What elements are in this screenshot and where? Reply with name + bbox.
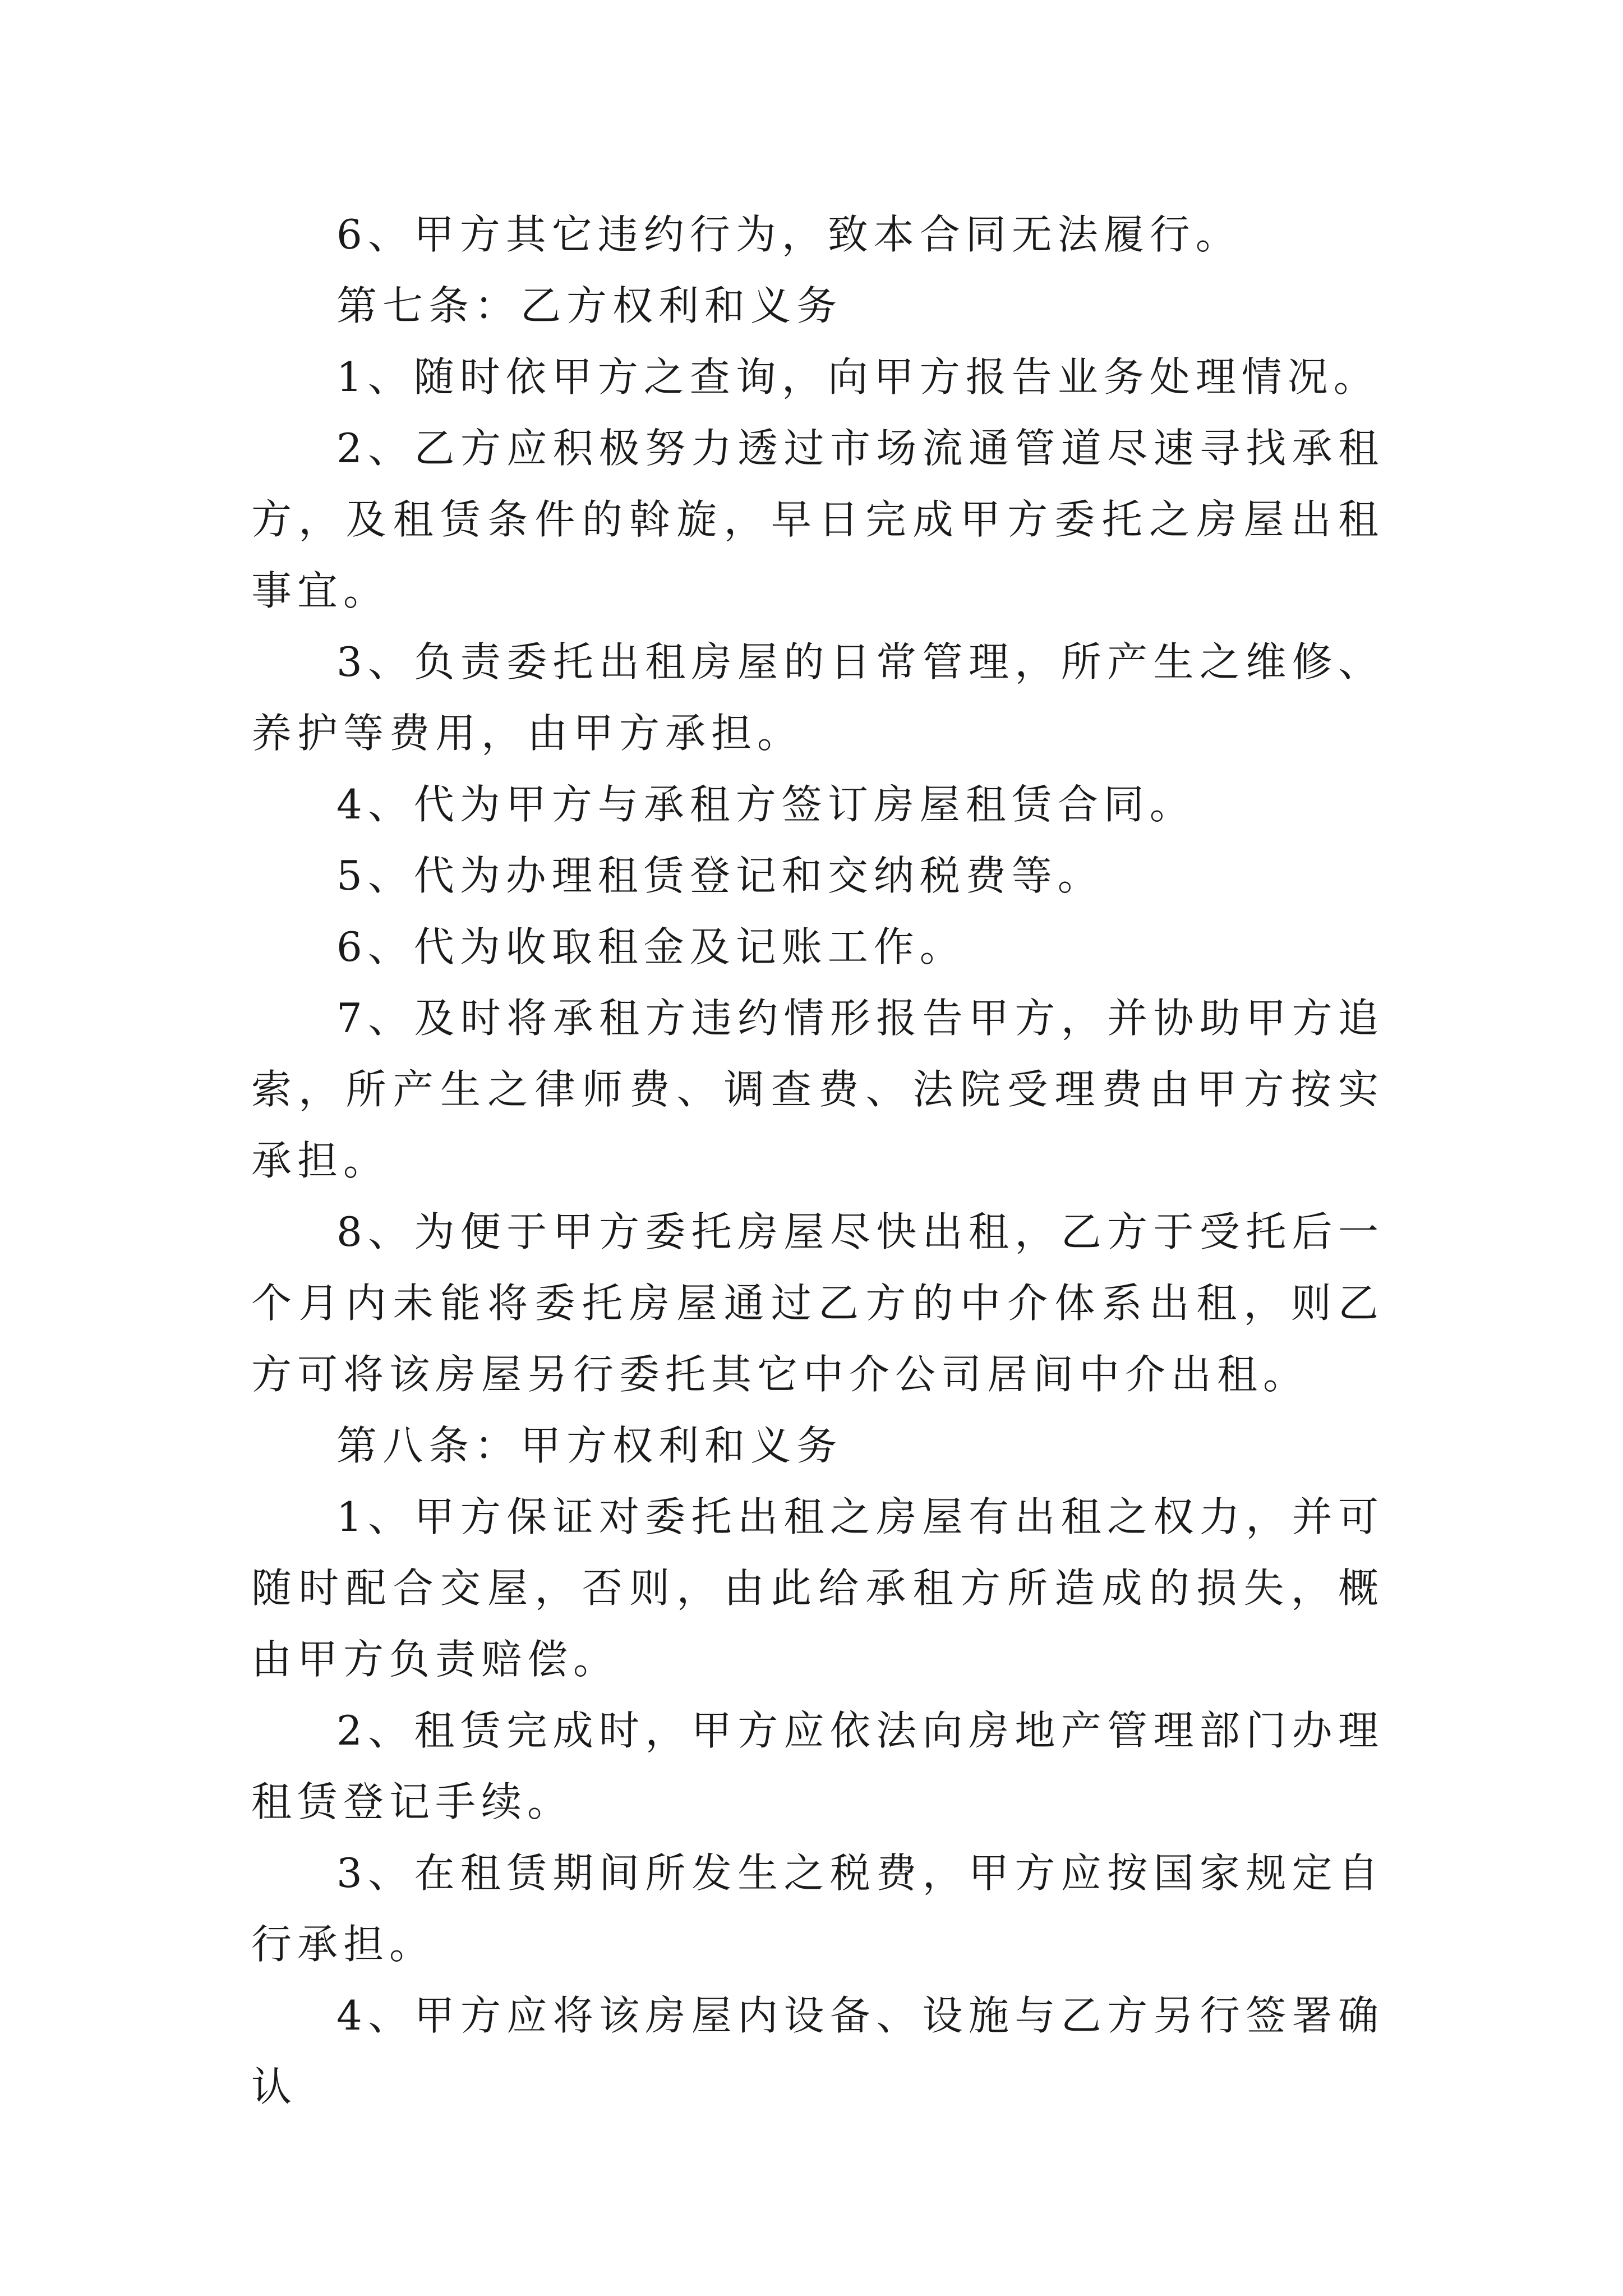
paragraph: 4、甲方应将该房屋内设备、设施与乙方另行签署确认 <box>251 1992 1384 2110</box>
paragraph: 2、租赁完成时，甲方应依法向房地产管理部门办理租赁登记手续。 <box>251 1707 1384 1825</box>
paragraph: 8、为便于甲方委托房屋尽快出租，乙方于受托后一个月内未能将委托房屋通过乙方的中介体系出租，则乙方可将该房屋另行委托其它中介公司居间中介出租。 <box>251 1208 1384 1398</box>
paragraph: 3、在租赁期间所发生之税费，甲方应按国家规定自行承担。 <box>251 1849 1384 1968</box>
paragraph: 7、及时将承租方违约情形报告甲方，并协助甲方追索，所产生之律师费、调查费、法院受理费由甲方按实承担。 <box>251 995 1384 1184</box>
section-heading: 第七条：乙方权利和义务 <box>336 282 843 329</box>
paragraph: 5、代为办理租赁登记和交纳税费等。 <box>336 852 1104 899</box>
paragraph: 4、代为甲方与承租方签订房屋租赁合同。 <box>336 781 1196 828</box>
paragraph: 1、随时依甲方之查询，向甲方报告业务处理情况。 <box>336 353 1380 401</box>
document-body <box>251 199 1384 2123</box>
paragraph: 6、代为收取租金及记账工作。 <box>336 923 966 970</box>
paragraph: 3、负责委托出租房屋的日常管理，所产生之维修、养护等费用，由甲方承担。 <box>251 638 1384 757</box>
paragraph: 2、乙方应积极努力透过市场流通管道尽速寻找承租方，及租赁条件的斡旋，早日完成甲方委托之房屋出租事宜。 <box>251 425 1384 614</box>
paragraph: 6、甲方其它违约行为，致本合同无法履行。 <box>336 211 1242 258</box>
paragraph: 1、甲方保证对委托出租之房屋有出租之权力，并可随时配合交屋，否则，由此给承租方所造成的损失，概由甲方负责赔偿。 <box>251 1493 1384 1683</box>
section-heading: 第八条：甲方权利和义务 <box>336 1422 843 1469</box>
